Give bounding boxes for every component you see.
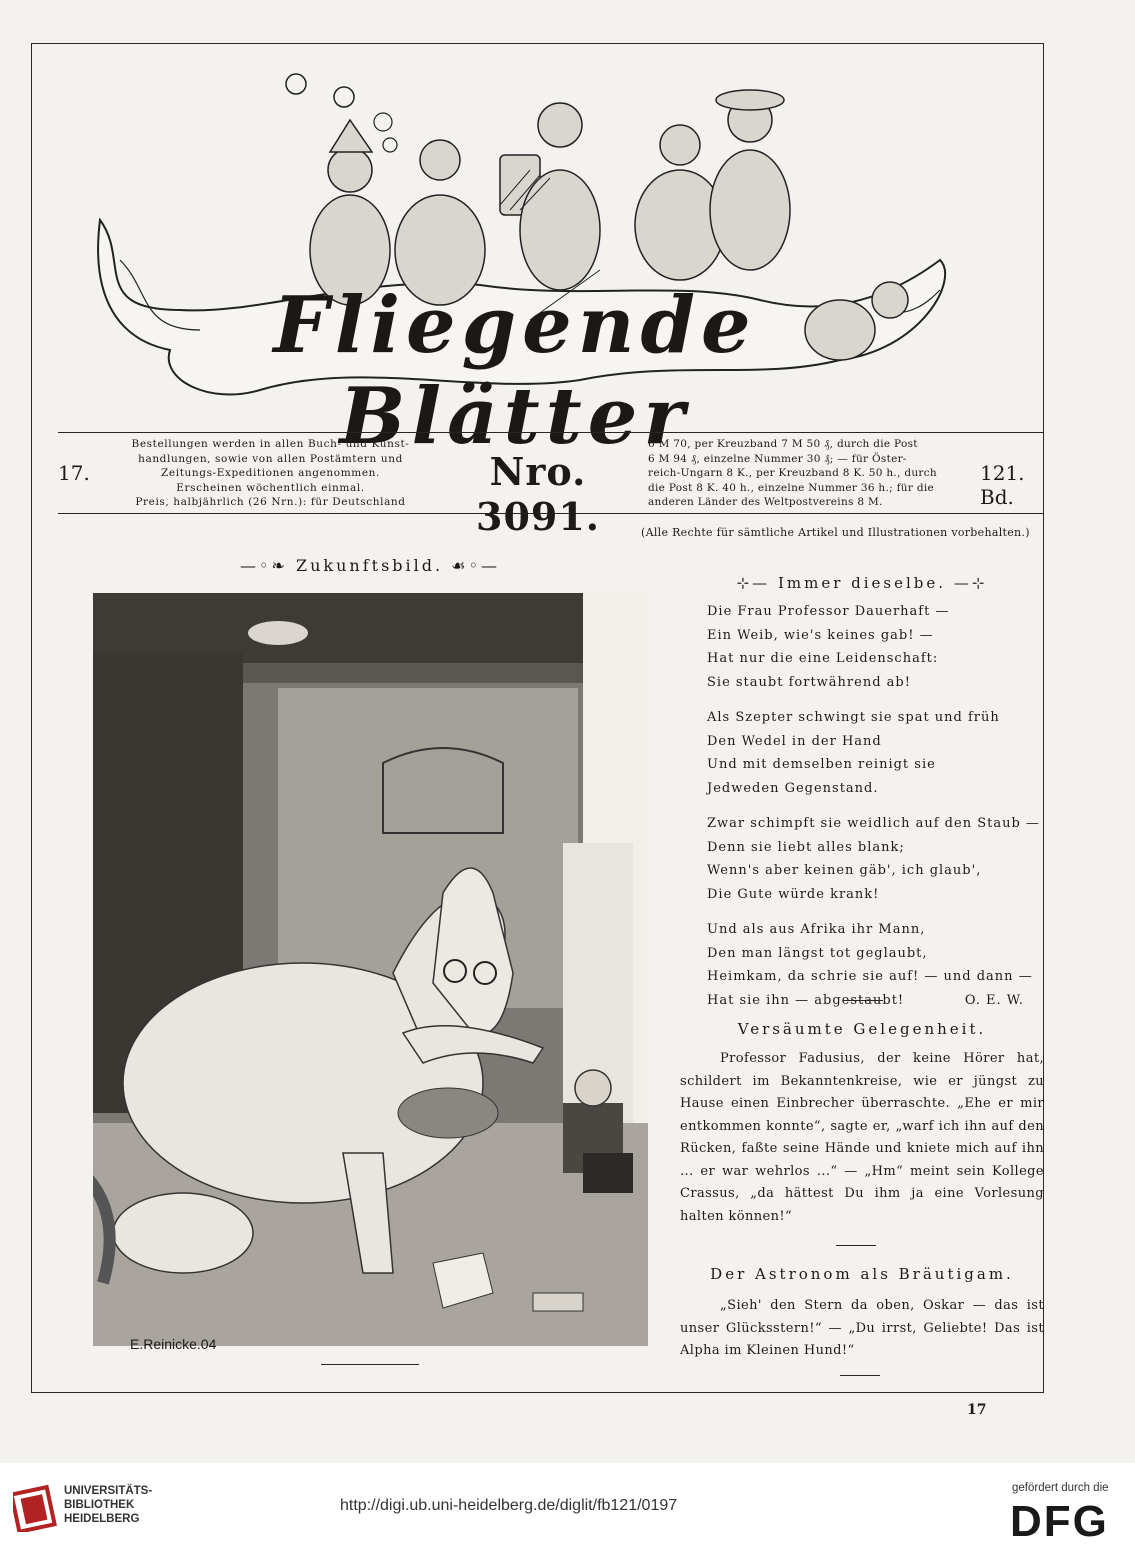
poem-stanza — [707, 918, 1044, 1012]
poem-line: Die Frau Professor Dauerhaft — — [707, 604, 950, 619]
poem-line: Als Szepter schwingt sie spat und früh — [707, 710, 1000, 725]
source-url-link[interactable]: http://digi.ub.uni-heidelberg.de/diglit/fb121/0197 — [340, 1497, 678, 1514]
story2-text: „Sieh' den Stern da oben, Oskar — das ist unser Glücksstern!“ — „Du irrst, Geliebte! Das ist Alpha im Kleinen Hund!“ — [680, 1298, 1044, 1358]
story-section-1 — [680, 1020, 1044, 1228]
info-line: 6 M 70, per Kreuzband 7 M 50 ₰, durch die Post — [648, 438, 918, 450]
info-line: reich-Ungarn 8 K., per Kreuzband 8 K. 50 h., durch — [648, 467, 937, 479]
story1-title: Versäumte Gelegenheit. — [737, 1020, 987, 1038]
university-logo-icon[interactable] — [13, 1482, 57, 1532]
poem-line: Jedweden Gegenstand. — [707, 780, 879, 796]
info-line: handlungen, sowie von allen Postämtern und — [138, 452, 403, 465]
poem-line: Zwar schimpft sie weidlich auf den Staub — — [707, 816, 1040, 831]
poem-title-text: Immer dieselbe. — [777, 574, 947, 592]
poem-line: Die Gute würde krank! — [707, 886, 880, 902]
poem-line: Denn sie liebt alles blank; — [707, 839, 905, 855]
footer-bar — [0, 1463, 1135, 1553]
arrow-right-icon: —⊹ — [946, 574, 988, 592]
info-line: die Post 8 K. 40 h., einzelne Nummer 36 h.; für die — [648, 481, 935, 494]
poem-line: Den man längst tot geglaubt, — [707, 945, 928, 961]
poem-title — [680, 574, 1044, 592]
section-divider — [843, 1000, 883, 1001]
funded-by-label: gefördert durch die — [1012, 1482, 1109, 1494]
poem-line: Den Wedel in der Hand — [707, 733, 882, 749]
university-name-line: UNIVERSITÄTS- — [64, 1485, 153, 1497]
ornament-left-icon: —◦❧ — [240, 556, 296, 575]
info-line: 6 M 94 ₰, einzelne Nummer 30 ₰; — für Öster- — [648, 452, 907, 465]
rights-notice: (Alle Rechte für sämtliche Artikel und Illustrationen vorbehalten.) — [641, 526, 1030, 539]
poem-author: O. E. W. — [964, 992, 1024, 1008]
info-line: anderen Länder des Weltpostvereins 8 M. — [648, 496, 883, 508]
poem-stanza — [707, 600, 1044, 694]
ornament-right-icon: ☙◦— — [443, 556, 500, 575]
poem-line: Heimkam, da schrie sie auf! — und dann — — [707, 969, 1033, 984]
arrow-left-icon: ⊹— — [736, 574, 778, 592]
illustration-horse — [93, 593, 648, 1346]
poem-stanza — [707, 706, 1044, 800]
section-divider — [836, 1245, 876, 1246]
poem-line: Und mit demselben reinigt sie — [707, 757, 936, 772]
poem-last-line: Hat sie ihn — abgestaubt! — [707, 992, 905, 1008]
university-name-line: BIBLIOTHEK — [64, 1499, 135, 1511]
info-line: Erscheinen wöchentlich einmal. — [176, 481, 365, 494]
info-line: Preis, halbjährlich (26 Nrn.): für Deutschland — [135, 496, 406, 508]
page-number: 17 — [967, 1402, 987, 1418]
illustration-title-text: Zukunftsbild. — [295, 556, 444, 575]
issue-page-number: 17. — [58, 461, 90, 485]
poem-line: Sie staubt fortwährend ab! — [707, 674, 911, 690]
poem-line: Ein Weib, wie's keines gab! — — [707, 627, 934, 643]
volume-number: 121. Bd. — [980, 461, 1025, 509]
masthead-title: Fliegende Blätter — [273, 280, 757, 462]
poem-line: Und als aus Afrika ihr Mann, — [707, 922, 926, 937]
section-divider — [840, 1375, 880, 1376]
subscription-info-right — [648, 437, 968, 510]
dfg-logo[interactable]: DFG — [1010, 1497, 1109, 1546]
poem-body — [680, 600, 1044, 1012]
poem-section — [680, 574, 1044, 1024]
poem-line: Hat nur die eine Leidenschaft: — [707, 651, 939, 666]
illustration-title — [198, 556, 542, 575]
story1-text: Professor Fadusius, der keine Hörer hat, schildert im Bekanntenkreise, wie er jüngst zu Hause einen Einbrecher überraschte. „Ehe er mir entkommen konnte“, sagte er, „warf ich ihn auf den Rücken, faßte seine Hände und kniete mich auf ihn ... er war wehrlos ...“ — „Hm“ meint sein Kollege Crassus, „da hättest Du ihm ja eine Vorlesung halten können!“ — [680, 1051, 1044, 1224]
horse-engraving — [93, 593, 648, 1346]
university-name[interactable] — [64, 1484, 152, 1526]
story-section-2 — [680, 1265, 1044, 1363]
university-name-line: HEIDELBERG — [64, 1513, 140, 1525]
info-line: Zeitungs-Expeditionen angenommen. — [161, 467, 380, 479]
poem-stanza — [707, 812, 1044, 906]
issue-number: Nro. 3091. — [476, 449, 600, 539]
subscription-info-left — [98, 437, 443, 510]
story2-title: Der Astronom als Bräutigam. — [710, 1265, 1014, 1283]
info-line: Bestellungen werden in allen Buch- und Kunst- — [131, 438, 410, 450]
poem-line: Wenn's aber keinen gäb', ich glaub', — [707, 863, 982, 878]
illustration-rule — [321, 1364, 419, 1365]
illustration-signature: E.Reinicke.04 — [130, 1336, 217, 1352]
